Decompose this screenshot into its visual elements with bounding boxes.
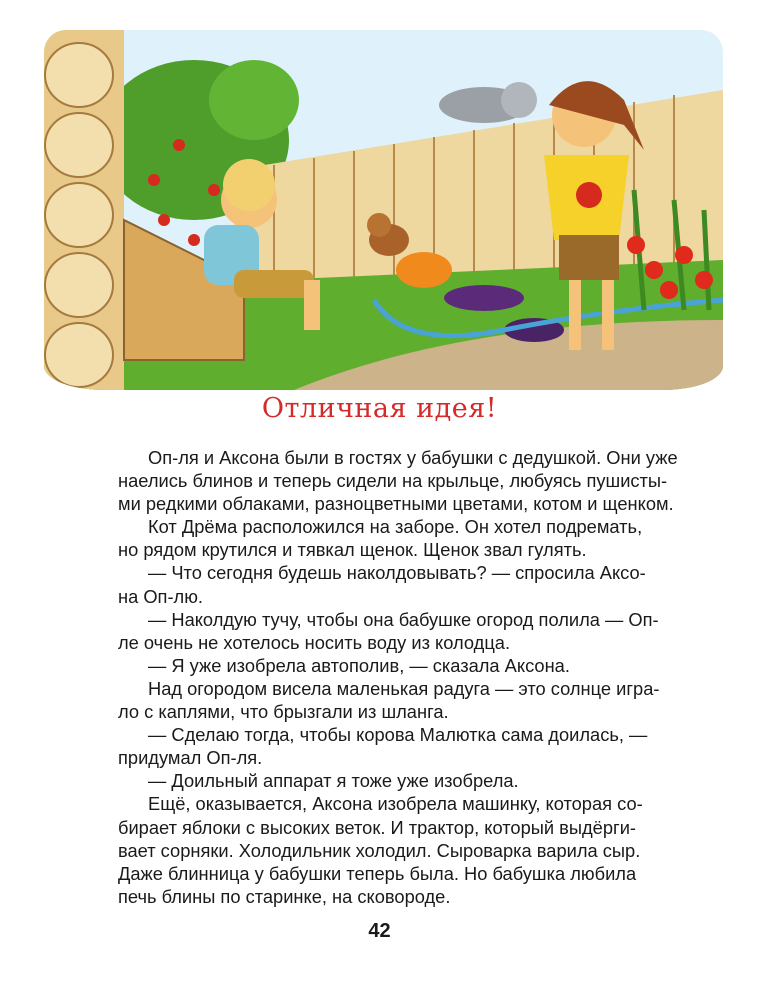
paragraph xyxy=(118,769,678,792)
paragraph xyxy=(118,792,678,907)
story-title: Отличная идея! xyxy=(261,393,498,424)
text-line: печь блины по старинке, на сковороде. xyxy=(118,885,451,907)
text-line: Даже блинница у бабушки теперь была. Но бабушка любила xyxy=(118,862,637,884)
paragraph xyxy=(118,654,678,677)
text-line: наелись блинов и теперь сидели на крыльце, любуясь пушисты- xyxy=(118,470,668,492)
text-line: но рядом крутился и тявкал щенок. Щенок звал гулять. xyxy=(118,539,587,561)
text-line: бирает яблоки с высоких веток. И трактор, который выдёрги- xyxy=(118,816,636,838)
story-text xyxy=(118,446,678,908)
text-line: — Наколдую тучу, чтобы она бабушке огород полила — Оп- xyxy=(148,608,659,630)
text-line: Кот Дрёма расположился на заборе. Он хотел подремать, xyxy=(148,516,643,538)
text-line: придумал Оп-ля. xyxy=(118,747,263,769)
text-line: Оп-ля и Аксона были в гостях у бабушки с дедушкой. Они уже xyxy=(148,447,678,468)
text-line: на Оп-лю. xyxy=(118,585,204,607)
text-line: ми редкими облаками, разноцветными цветами, котом и щенком. xyxy=(118,493,674,515)
paragraph xyxy=(118,446,678,515)
text-line: — Сделаю тогда, чтобы корова Малютка сама доилась, — xyxy=(148,724,648,746)
page-number: 42 xyxy=(368,920,391,942)
story-illustration xyxy=(44,30,723,390)
paragraph xyxy=(118,561,678,607)
text-line: ло с каплями, что брызгали из шланга. xyxy=(118,701,449,723)
text-line: — Доильный аппарат я тоже уже изобрела. xyxy=(148,770,519,792)
text-line: Ещё, оказывается, Аксона изобрела машинку, которая со- xyxy=(148,793,643,815)
paragraph xyxy=(118,677,678,723)
paragraph xyxy=(118,723,678,769)
text-line: Над огородом висела маленькая радуга — это солнце игра- xyxy=(148,677,660,699)
text-line: ле очень не хотелось носить воду из колодца. xyxy=(118,631,511,653)
paragraph xyxy=(118,515,678,561)
paragraph xyxy=(118,608,678,654)
text-line: — Что сегодня будешь наколдовывать? — спросила Аксо- xyxy=(148,562,646,584)
text-line: вает сорняки. Холодильник холодил. Сыроварка варила сыр. xyxy=(118,839,641,861)
text-line: — Я уже изобрела автополив, — сказала Аксона. xyxy=(148,654,570,676)
